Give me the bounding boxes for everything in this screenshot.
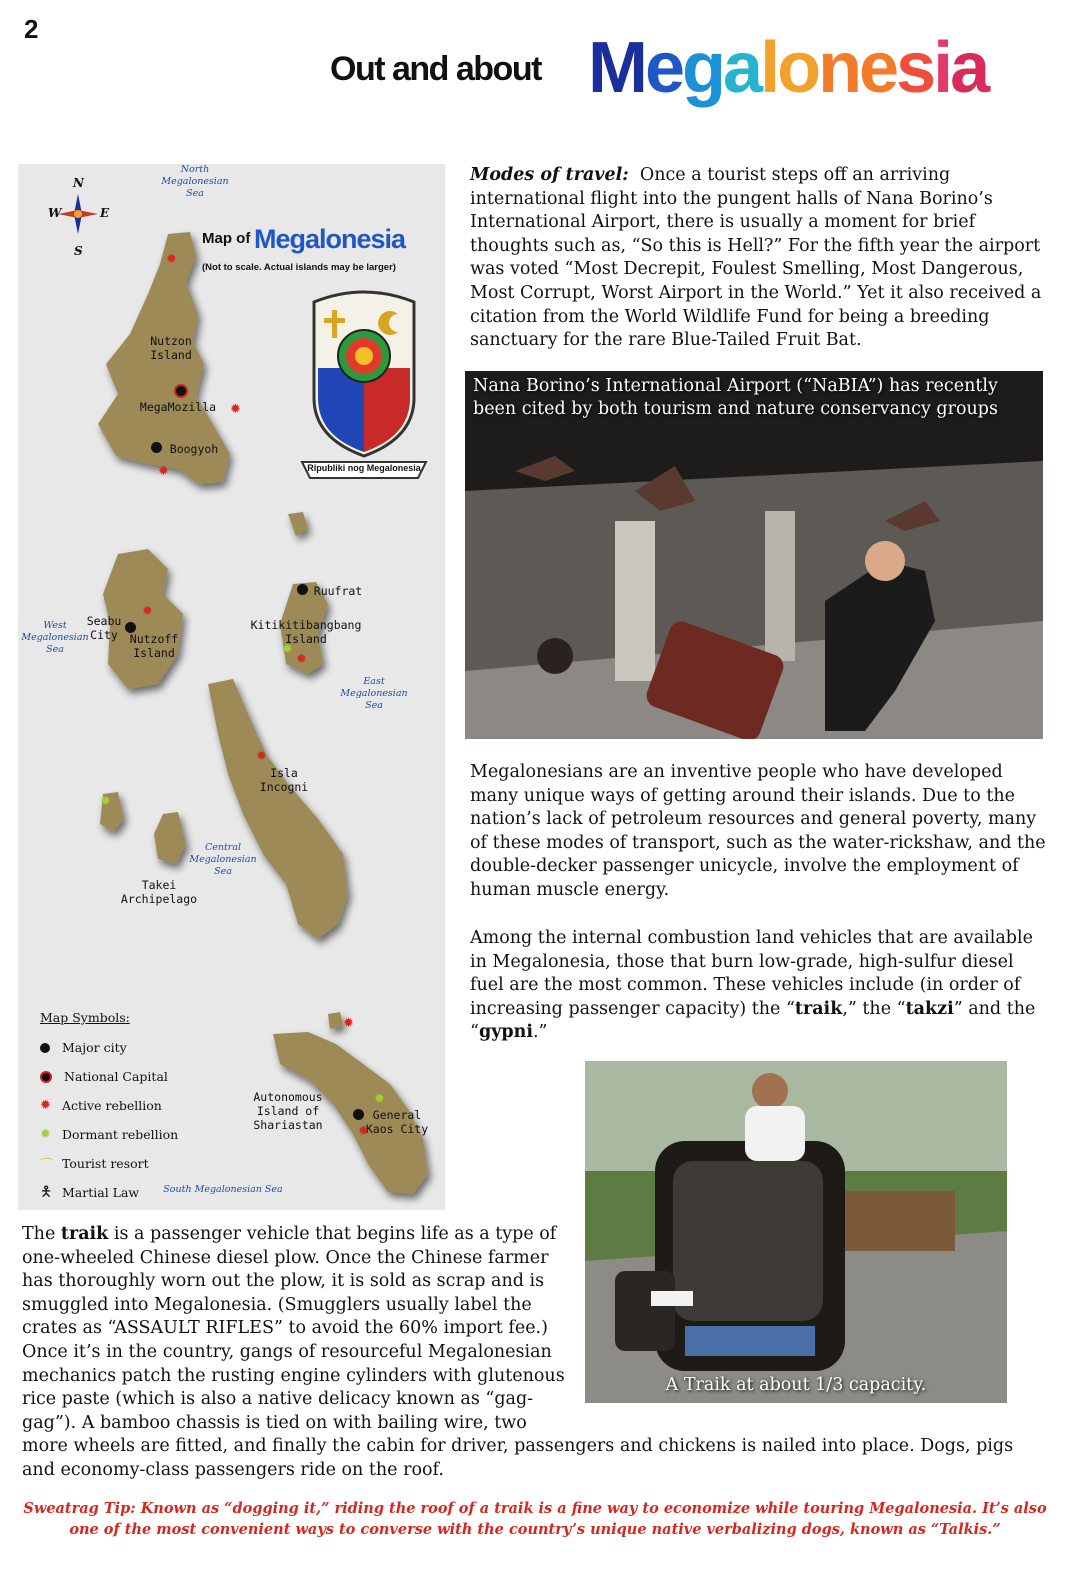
coat-of-arms xyxy=(294,288,434,488)
capital-icon xyxy=(40,1071,52,1083)
islet-1 xyxy=(288,512,308,536)
rebellion-icon: ✹ xyxy=(343,1016,354,1031)
place-label-isla: Isla Incogni xyxy=(259,766,309,794)
seal-banner: Ripubliki nog Megalonesia xyxy=(307,463,421,473)
page-title: Megalonesia xyxy=(588,28,988,108)
map-title-prefix: Map of xyxy=(202,230,251,247)
compass-e: E xyxy=(100,206,110,220)
place-label-ruufrat: Ruufrat xyxy=(313,584,363,598)
place-label-kitikiti: Kitikitibangbang Island xyxy=(250,618,362,646)
takei-island-1 xyxy=(154,812,186,864)
compass-n: N xyxy=(73,176,84,190)
city-marker xyxy=(151,442,162,453)
legend-item: Major city xyxy=(40,1033,220,1062)
place-label-general: General Kaos City xyxy=(365,1108,429,1136)
compass-rose xyxy=(48,176,108,261)
traik-bold: traik xyxy=(60,1224,109,1244)
sea-label-west: West Megalonesian Sea xyxy=(21,620,89,655)
city-marker xyxy=(297,584,308,595)
legend-item: National Capital xyxy=(40,1062,220,1091)
rebellion-icon: ✹ xyxy=(230,402,241,417)
islet-2 xyxy=(328,1012,343,1029)
legend-item: ⌒ Tourist resort xyxy=(40,1156,149,1173)
sea-label-central: Central Megalonesian Sea xyxy=(189,842,257,877)
intro-lead: Modes of travel: xyxy=(470,165,629,185)
intro-paragraph xyxy=(470,164,1048,353)
sea-label-east: East Megalonesian Sea xyxy=(340,676,408,711)
dormant-rebellion-icon: ✹ xyxy=(100,794,111,809)
intro-text: Once a tourist steps off an arriving international flight into the pungent halls of Nana Borino’s International Airport, there is usually a moment for brief thoughts such as, “So this is Hell?” For the fifth year the airport was voted “Most Decrepit, Foulest Smelling, Most Dangerous, Most Corrupt, Worst Airport in the World.” Yet it also received a citation from the World Wildlife Fund for being a breeding sanctuary for the rare Blue-Tailed Fruit Bat. xyxy=(470,165,1042,351)
place-label-nutzon: Nutzon Island xyxy=(150,334,192,362)
rebellion-icon: ✹ xyxy=(158,464,169,479)
rebellion-icon: ✹ xyxy=(358,1124,369,1139)
place-label-boogyoh: Boogyoh xyxy=(169,442,219,456)
map-title: Megalonesia xyxy=(254,224,406,254)
sea-label-north: North Megalonesian Sea xyxy=(161,164,229,199)
rebellion-icon: ✹ xyxy=(166,252,177,267)
paragraph-inventive: Megalonesians are an inventive people who have developed many unique ways of getting around their islands. Due to the nation’s lack of petroleum resources and general poverty, many of these modes of transport, such as the water-rickshaw, and the double-decker passenger unicycle, involve the employment of human muscle energy. xyxy=(470,762,1046,900)
legend-item: ✹ Dormant rebellion xyxy=(40,1127,179,1142)
traik-caption: A Traik at about 1/3 capacity. xyxy=(665,1375,927,1395)
major-city-icon xyxy=(40,1043,50,1053)
legend-item: 🯅 Martial Law xyxy=(40,1178,220,1207)
page-number: 2 xyxy=(24,14,39,44)
rebellion-icon: ✹ xyxy=(296,652,307,667)
place-label-nutzoff: Nutzoff Island xyxy=(129,632,179,660)
float-spacer xyxy=(567,1223,1042,1413)
capital-marker xyxy=(174,384,188,398)
rebellion-icon: ✹ xyxy=(256,749,267,764)
paragraph-traik: The traik is a passenger vehicle that begins life as a type of one-wheeled Chinese diesel plow. Once the Chinese farmer has thoroughly worn out the plow, it is sold as scrap and is smuggled into Megalonesia. (Smugglers usually label the crates as “ASSAULT RIFLES” to avoid the 60% import fee.) Once it’s in the country, gangs of resourceful Megalonesian mechanics patch the rusting engine cylinders with glutenous rice paste (which is also a native delicacy known as “gag-gag”). A bamboo chassis is tied on with bailing wire, two more wheels are fitted, and finally the cabin for driver, passengers and chickens is nailed into place. Dogs, pigs and economy-class passengers ride on the roof. xyxy=(22,1223,1042,1483)
map-legend xyxy=(40,1010,220,1207)
tourist-resort-icon: ⌒ xyxy=(40,1158,54,1173)
paragraph-vehicles: Among the internal combustion land vehicles that are available in Megalonesia, those that burn low-grade, high-sulfur diesel fuel are the most common. These vehicles include (in order of increasing passenger capacity) the “traik,” the “takzi” and the “gypni.” xyxy=(470,928,1036,1043)
airport-photo-image xyxy=(465,371,1043,739)
isla-incogni xyxy=(208,679,348,939)
title-prefix: Out and about xyxy=(330,50,541,88)
vehicle-takzi: takzi xyxy=(905,998,954,1019)
legend-item: ✹ Active rebellion xyxy=(40,1098,162,1113)
active-rebellion-icon: ✹ xyxy=(40,1098,51,1113)
map-panel xyxy=(18,164,445,1210)
seal-icon xyxy=(294,288,434,488)
compass-w: W xyxy=(48,206,62,220)
compass-s: S xyxy=(74,244,83,258)
city-marker xyxy=(125,622,136,633)
dormant-rebellion-icon: ✹ xyxy=(374,1092,385,1107)
vehicle-gypni: gypni xyxy=(478,1022,533,1043)
airport-caption: Nana Borino’s International Airport (“NaBIA”) has recently been cited by both tourism and nature conservancy groups xyxy=(473,376,998,419)
dormant-rebellion-icon: ✹ xyxy=(40,1127,51,1142)
dormant-rebellion-icon: ✹ xyxy=(282,642,293,657)
legend-title: Map Symbols: xyxy=(40,1010,130,1025)
map-subtitle: (Not to scale. Actual islands may be larger) xyxy=(202,262,396,273)
place-label-megamozilla: MegaMozilla xyxy=(139,400,217,414)
airport-photo xyxy=(465,371,1043,739)
vehicle-traik: traik xyxy=(794,998,843,1019)
city-marker xyxy=(353,1109,364,1120)
place-label-takei: Takei Archipelago xyxy=(120,878,198,906)
rebellion-icon: ✹ xyxy=(142,604,153,619)
place-label-seabu: Seabu City xyxy=(86,614,122,642)
sweatrag-tip: Sweatrag Tip: Known as “dogging it,” riding the roof of a traik is a fine way to economize while touring Megalonesia. It’s also one of the most convenient ways to converse with the country’s unique native verbalizing dogs, known as “Talkis.” xyxy=(23,1500,1047,1538)
place-label-autonomous: Autonomous Island of Shariastan xyxy=(253,1090,323,1132)
sea-label-south: South Megalonesian Sea xyxy=(163,1184,283,1195)
martial-law-icon: 🯅 xyxy=(40,1183,53,1200)
